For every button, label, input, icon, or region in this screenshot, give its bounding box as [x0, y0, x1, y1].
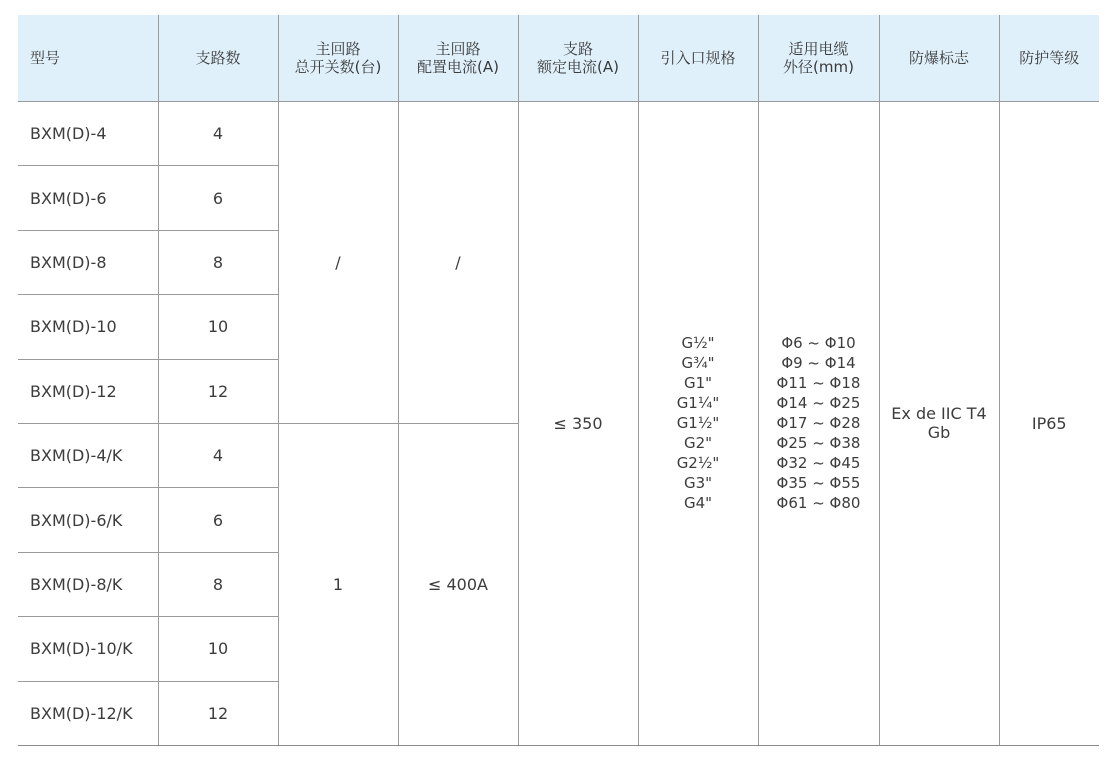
main-switch-cell: /: [278, 102, 398, 424]
branches-cell: 12: [158, 359, 278, 423]
branches-cell: 6: [158, 488, 278, 552]
model-cell: BXM(D)-10/K: [18, 617, 158, 681]
header-main-current: 主回路 配置电流(A): [398, 15, 518, 102]
protection-cell: IP65: [999, 102, 1099, 746]
branches-cell: 10: [158, 617, 278, 681]
branches-cell: 12: [158, 681, 278, 745]
inlet-spec-item: G¾": [681, 354, 715, 373]
cable-range-item: Φ17 ~ Φ28: [776, 414, 861, 433]
header-branches: 支路数: [158, 15, 278, 102]
inlet-spec-item: G1½": [676, 414, 720, 433]
model-cell: BXM(D)-10: [18, 295, 158, 359]
inlet-spec-item: G½": [681, 334, 715, 353]
branches-cell: 4: [158, 423, 278, 487]
model-cell: BXM(D)-6: [18, 166, 158, 230]
cable-range-item: Φ6 ~ Φ10: [781, 334, 856, 353]
inlet-spec-item: G2": [683, 434, 713, 453]
main-current-cell: ≤ 400A: [398, 423, 518, 745]
model-cell: BXM(D)-12: [18, 359, 158, 423]
inlet-spec-item: G4": [683, 494, 713, 513]
cable-range-item: Φ32 ~ Φ45: [776, 454, 861, 473]
inlet-spec-item: G2½": [676, 454, 720, 473]
ex-mark-cell: [879, 102, 999, 746]
main-switch-cell: 1: [278, 423, 398, 745]
branches-cell: 8: [158, 552, 278, 616]
header-ex-mark: 防爆标志: [879, 15, 999, 102]
inlet-spec-item: G1¼": [676, 394, 720, 413]
model-cell: BXM(D)-4/K: [18, 423, 158, 487]
table-row: [18, 102, 1099, 166]
header-main-switch: 主回路 总开关数(台): [278, 15, 398, 102]
branches-cell: 8: [158, 230, 278, 294]
inlet-spec-item: G1": [683, 374, 713, 393]
branch-current-cell: ≤ 350: [518, 102, 638, 746]
header-model: 型号: [18, 15, 158, 102]
cable-range-item: Φ35 ~ Φ55: [776, 474, 861, 493]
branches-cell: 10: [158, 295, 278, 359]
branches-cell: 6: [158, 166, 278, 230]
model-cell: BXM(D)-12/K: [18, 681, 158, 745]
inlet-spec-cell: [638, 102, 758, 746]
cable-range-item: Φ61 ~ Φ80: [776, 494, 861, 513]
header-protection: 防护等级: [999, 15, 1099, 102]
cable-range-item: Φ14 ~ Φ25: [776, 394, 861, 413]
cable-range-item: Φ9 ~ Φ14: [781, 354, 856, 373]
ex-mark-text: Ex de IIC T4 Gb: [891, 404, 987, 443]
cable-range-item: Φ25 ~ Φ38: [776, 434, 861, 453]
model-cell: BXM(D)-8/K: [18, 552, 158, 616]
spec-table: [18, 15, 1099, 746]
main-current-cell: /: [398, 102, 518, 424]
model-cell: BXM(D)-4: [18, 102, 158, 166]
header-branch-current: 支路 额定电流(A): [518, 15, 638, 102]
cable-diameter-cell: [758, 102, 879, 746]
branches-cell: 4: [158, 102, 278, 166]
model-cell: BXM(D)-6/K: [18, 488, 158, 552]
model-cell: BXM(D)-8: [18, 230, 158, 294]
header-inlet-spec: 引入口规格: [638, 15, 758, 102]
inlet-spec-item: G3": [683, 474, 713, 493]
header-cable-diameter: 适用电缆 外径(mm): [758, 15, 879, 102]
cable-range-item: Φ11 ~ Φ18: [776, 374, 861, 393]
header-row: [18, 15, 1099, 102]
